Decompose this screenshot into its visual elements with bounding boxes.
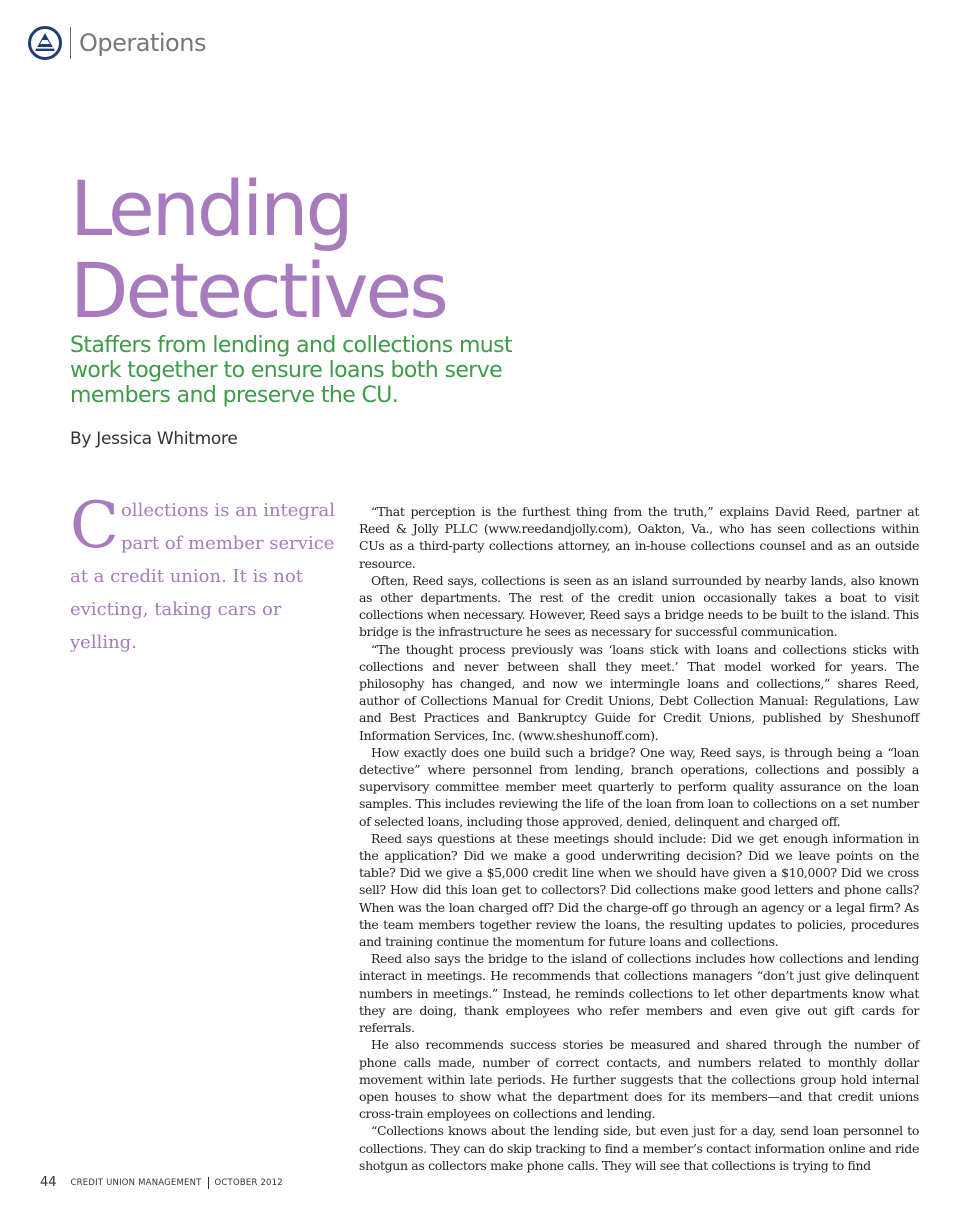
- drop-cap: C: [70, 489, 119, 563]
- pull-quote: [70, 489, 340, 659]
- title-line-2: Detectives: [70, 246, 446, 335]
- section-name: Operations: [79, 29, 206, 57]
- body-paragraph: He also recommends success stories be measured and shared through the number of phone calls made, number of correct contacts, and numbers related to monthly dollar movement within late periods. He further suggests that the collections group hold internal open houses to show what the department does for its members—and that credit unions cross-train employees on collections and lending.: [359, 1037, 919, 1122]
- body-paragraph: “Collections knows about the lending side, but even just for a day, send loan personnel to collections. They can do skip tracking to find a member’s contact information online and ride shotgun as collectors make phone calls. They will see that collections is trying to find: [359, 1123, 919, 1173]
- article-body: [359, 503, 919, 1174]
- byline: By Jessica Whitmore: [70, 429, 238, 449]
- body-paragraph: How exactly does one build such a bridge? One way, Reed says, is through being a “loan detective” where personnel from lending, branch operations, collections and possibly a supervisory committee member meet quarterly to perform quality assurance on the loan samples. This includes reviewing the life of the loan from loan to collections on a set number of selected loans, including those approved, denied, delinquent and charged off.: [359, 744, 919, 829]
- article-subtitle: Staffers from lending and collections must work together to ensure loans both serve members and preserve the CU.: [70, 333, 513, 408]
- cuna-logo-icon: [28, 26, 62, 60]
- title-line-1: Lending: [70, 164, 351, 253]
- body-paragraph: Often, Reed says, collections is seen as an island surrounded by nearby lands, also known as other departments. The rest of the credit union occasionally takes a boat to visit collections when necessary. However, Reed says a bridge needs to be built to the island. This bridge is the infrastructure he sees as necessary for successful communication.: [359, 572, 919, 640]
- footer-divider: [208, 1177, 209, 1189]
- header-divider: [70, 27, 71, 59]
- article-title: [70, 164, 446, 335]
- body-paragraph: Reed says questions at these meetings should include: Did we get enough information in the application? Did we make a good underwriting decision? Did we leave points on the table? Did we give a $5,000 credit line when we should have given a $10,000? Did we cross sell? How did this loan get to collectors? Did collections make good letters and phone calls? When was the loan charged off? Did the charge-off go through an agency or a legal firm? As the team members together review the loans, the resulting updates to policies, procedures and training continue the momentum for future loans and collections.: [359, 830, 919, 950]
- page-number: 44: [40, 1175, 57, 1190]
- page-header: [28, 26, 206, 60]
- publication-name: CREDIT UNION MANAGEMENT: [70, 1177, 202, 1188]
- pull-quote-text: ollections is an integral part of member service at a credit union. It is not evicting, taking cars or yelling.: [70, 500, 336, 653]
- page-footer: [40, 1175, 283, 1190]
- body-paragraph: Reed also says the bridge to the island of collections includes how collections and lending interact in meetings. He recommends that collections managers “don’t just give delinquent numbers in meetings.” Instead, he reminds collections to let other departments know what they are doing, thank employees who refer members and even give out gift cards for referrals.: [359, 951, 919, 1036]
- body-paragraph: “That perception is the furthest thing from the truth,” explains David Reed, partner at Reed & Jolly PLLC (www.reedandjolly.com), Oakton, Va., who has seen collections within CUs as a third-party collections attorney, an in-house collections counsel and as an outside resource.: [359, 504, 919, 571]
- body-paragraph: “The thought process previously was ‘loans stick with loans and collections sticks with collections and never between shall they meet.’ That model worked for years. The philosophy has changed, and now we intermingle loans and collections,” shares Reed, author of Collections Manual for Credit Unions, Debt Collection Manual: Regulations, Law and Best Practices and Bankruptcy Guide for Credit Unions, published by Sheshunoff Information Services, Inc. (www.sheshunoff.com).: [359, 641, 919, 743]
- issue-date: OCTOBER 2012: [214, 1177, 283, 1188]
